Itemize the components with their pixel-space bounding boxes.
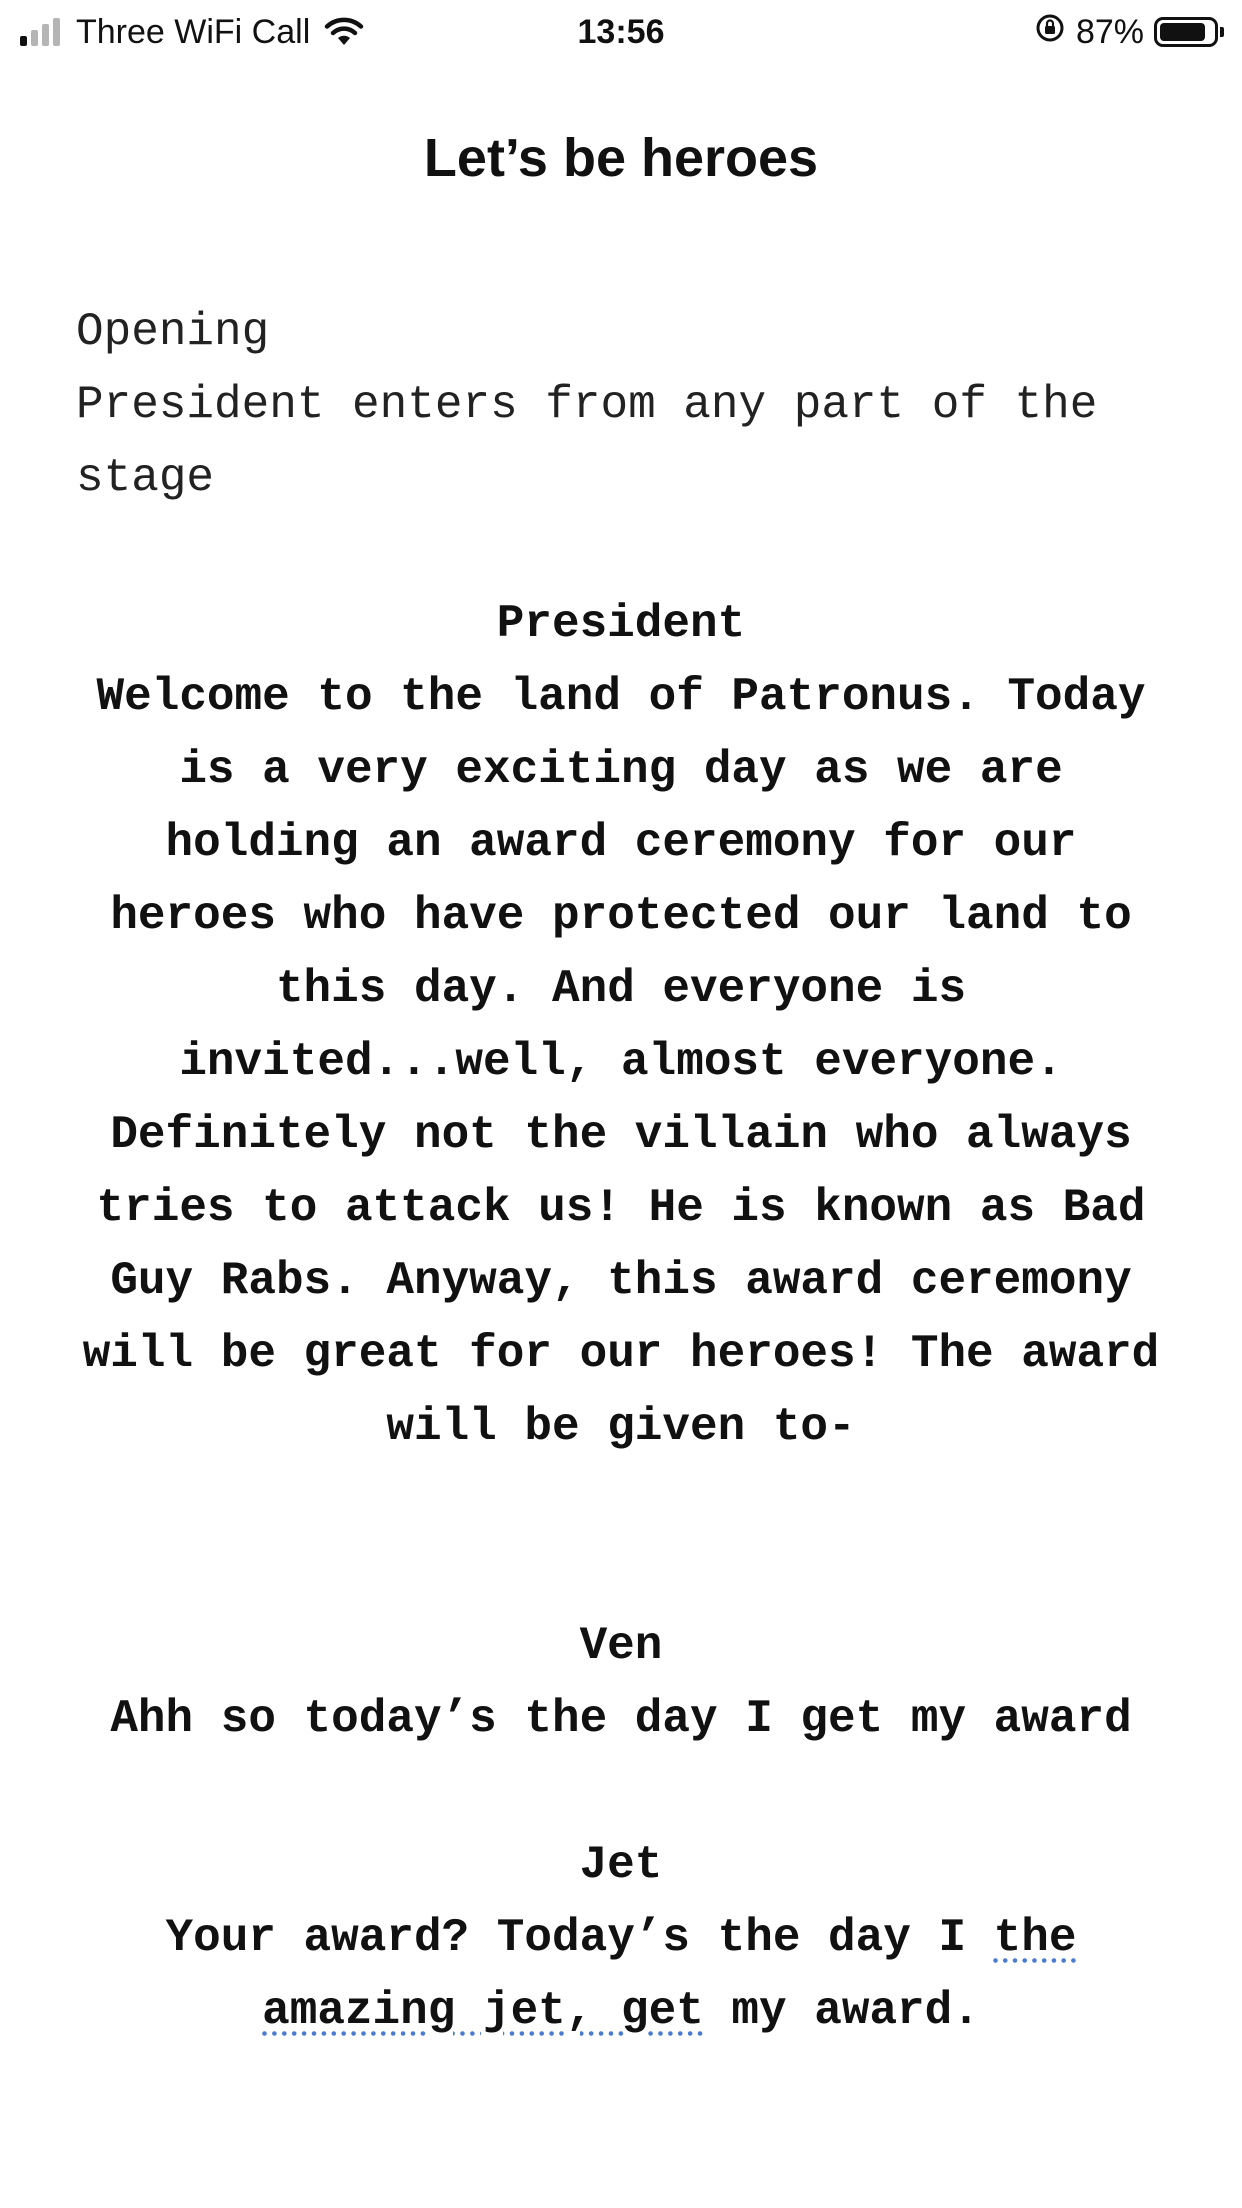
dialogue-text-start: Your award? Today’s the day I xyxy=(165,1912,994,1964)
status-bar xyxy=(0,0,1242,64)
dialogue-block-jet xyxy=(76,1829,1166,2048)
dialogue-text: Welcome to the land of Patronus. Today is a very exciting day as we are holding an award ceremony for our heroes who have protected our land to this day. And everyone is invited...well, almost everyone. Definitely not the villain who always tries to attack us! He is known as Bad Guy Rabs. Anyway, this award ceremony will be great for our heroes! The award will be given to- xyxy=(82,671,1160,1453)
scene-heading: Opening xyxy=(76,306,270,358)
character-name: Jet xyxy=(579,1839,663,1891)
status-right xyxy=(1034,10,1224,54)
script-body[interactable] xyxy=(76,296,1166,2048)
orientation-lock-icon xyxy=(1034,12,1066,53)
battery-icon xyxy=(1154,17,1224,47)
character-name: President xyxy=(496,598,746,650)
dialogue-text xyxy=(76,1902,1166,2048)
dialogue-block-president xyxy=(76,588,1166,1464)
spellcheck-underlined-text[interactable]: the amazing jet, get xyxy=(262,1912,1077,2037)
carrier-label: Three WiFi Call xyxy=(76,12,311,51)
battery-percent: 87% xyxy=(1075,12,1144,51)
clock: 13:56 xyxy=(577,13,665,51)
dialogue-text-end: my award. xyxy=(703,1985,980,2037)
document-title: Let’s be heroes xyxy=(423,128,819,188)
action-line: President enters from any part of the stage xyxy=(76,379,1125,504)
dialogue-text: Ahh so today’s the day I get my award xyxy=(110,1693,1132,1745)
dialogue-block-ven xyxy=(76,1610,1166,1756)
character-name: Ven xyxy=(579,1620,663,1672)
battery-fill xyxy=(1160,23,1205,41)
